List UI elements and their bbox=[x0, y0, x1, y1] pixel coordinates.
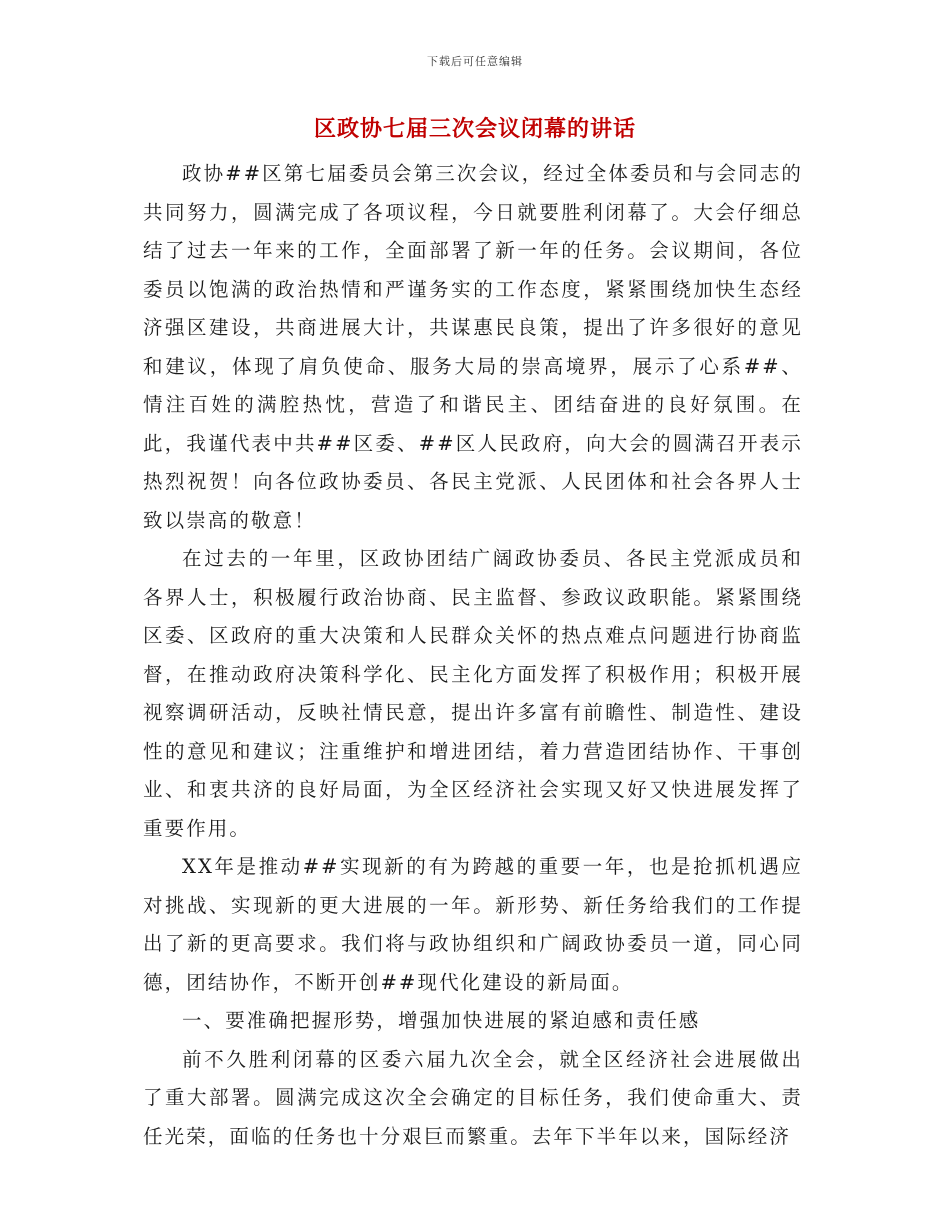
paragraph: XX年是推动##实现新的有为跨越的重要一年，也是抢抓机遇应对挑战、实现新的更大进展的一年。新形势、新任务给我们的工作提出了新的更高要求。我们将与政协组织和广阔政协委员一道，同心同德，团结协作，不断开创##现代化建设的新局面。 bbox=[143, 855, 803, 994]
document-body bbox=[143, 155, 803, 1156]
paragraph: 在过去的一年里，区政协团结广阔政协委员、各民主党派成员和各界人士，积极履行政治协商、民主监督、参政议政职能。紧紧围绕区委、区政府的重大决策和人民群众关怀的热点难点问题进行协商监督，在推动政府决策科学化、民主化方面发挥了积极作用；积极开展视察调研活动，反映社情民意，提出许多富有前瞻性、制造性、建设性的意见和建议；注重维护和增进团结，着力营造团结协作、干事创业、和衷共济的良好局面，为全区经济社会实现又好又快进展发挥了重要作用。 bbox=[143, 547, 803, 840]
section-heading: 一、要准确把握形势，增强加快进展的紧迫感和责任感 bbox=[182, 1009, 701, 1032]
header-note: 下载后可任意编辑 bbox=[427, 55, 523, 68]
paragraph: 前不久胜利闭幕的区委六届九次全会，就全区经济社会进展做出了重大部署。圆满完成这次全会确定的目标任务，我们使命重大、责任光荣，面临的任务也十分艰巨而繁重。去年下半年以来，国际经济 bbox=[143, 1047, 803, 1148]
document-title: 区政协七届三次会议闭幕的讲话 bbox=[313, 116, 636, 142]
paragraph: 政协##区第七届委员会第三次会议，经过全体委员和与会同志的共同努力，圆满完成了各项议程，今日就要胜利闭幕了。大会仔细总结了过去一年来的工作，全面部署了新一年的任务。会议期间，各位委员以饱满的政治热情和严谨务实的工作态度，紧紧围绕加快生态经济强区建设，共商进展大计，共谋惠民良策，提出了许多很好的意见和建议，体现了肩负使命、服务大局的崇高境界，展示了心系##、情注百姓的满腔热忱，营造了和谐民主、团结奋进的良好氛围。在此，我谨代表中共##区委、##区人民政府，向大会的圆满召开表示热烈祝贺！向各位政协委员、各民主党派、人民团体和社会各界人士致以崇高的敬意！ bbox=[143, 162, 803, 532]
